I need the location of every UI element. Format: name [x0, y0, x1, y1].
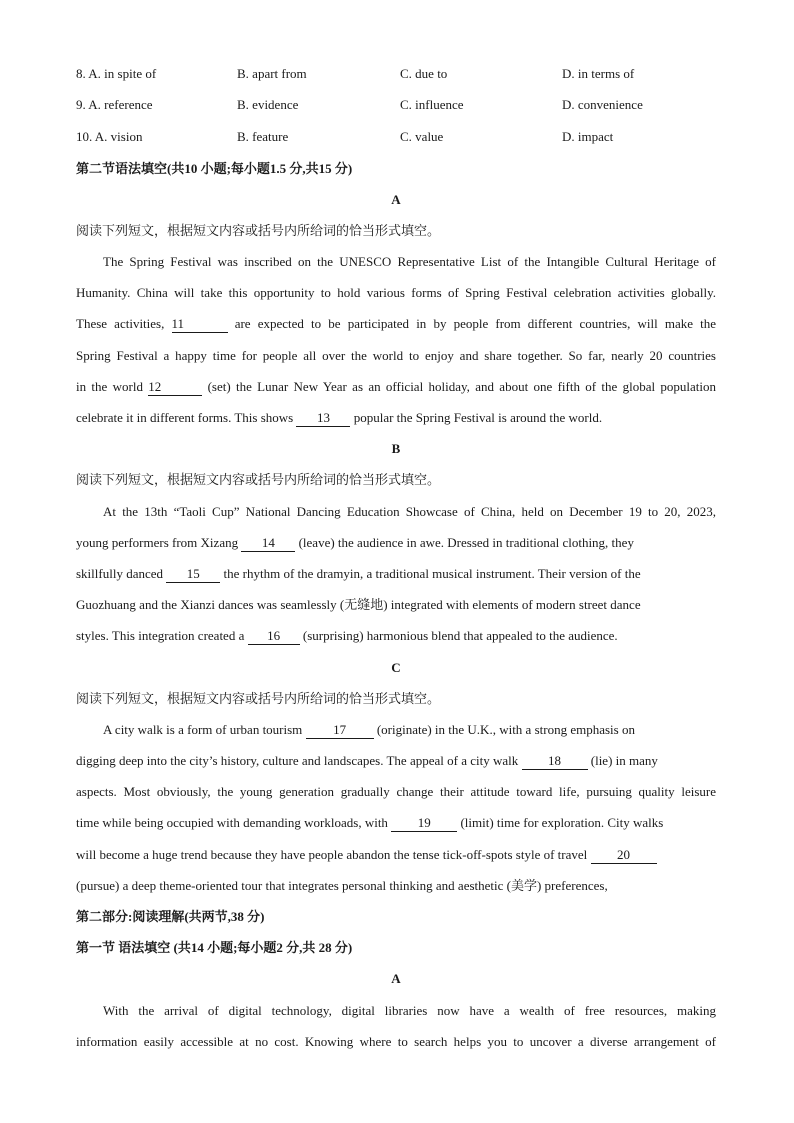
text-segment: These activities, [76, 316, 165, 332]
option-c: C. value [400, 128, 444, 144]
text-segment: (originate) in the U.K., with a strong emphasis on [376, 721, 635, 737]
option-c: C. due to [400, 65, 448, 81]
passage-line [76, 620, 716, 651]
part2-heading: 第二部分:阅读理解(共两节,38 分) [76, 909, 265, 924]
option-a: 10. A. vision [76, 128, 143, 144]
passage-line: information easily accessible at no cost. Knowing where to search helps you to uncover a diverse arrangement of [76, 1033, 716, 1049]
option-d: D. in terms of [562, 65, 635, 81]
answer-blank-17[interactable]: 17 [306, 722, 374, 739]
passage-b-body [76, 496, 716, 652]
option-b: B. feature [237, 128, 289, 144]
answer-blank-12[interactable]: 12 [148, 379, 202, 396]
passage-a-letter: A [391, 191, 401, 207]
passage-line: At the 13th “Taoli Cup” National Dancing Education Showcase of China, held on December 19 to 20, 2023, [103, 503, 716, 519]
text-segment: are expected to be participated in by people from different countries, will make the [234, 316, 717, 332]
text-segment: in the world [76, 378, 143, 394]
passage-a-instruction: 阅读下列短文，根据短文内容或括号内所给词的恰当形式填空。 [76, 222, 441, 238]
passage-line [76, 402, 716, 433]
answer-blank-14[interactable]: 14 [241, 535, 295, 552]
text-segment: (lie) in many [590, 753, 658, 769]
passage-line: With the arrival of digital technology, digital libraries now have a wealth of free resources, making [103, 1002, 716, 1018]
option-d: D. impact [562, 128, 614, 144]
text-segment: will become a huge trend because they have people abandon the tense tick-off-spots style of travel [76, 846, 588, 862]
passage-line [76, 745, 716, 776]
text-segment: (limit) time for exploration. City walks [460, 815, 664, 831]
answer-blank-16[interactable]: 16 [248, 628, 300, 645]
text-segment: celebrate it in different forms. This shows [76, 410, 294, 425]
option-a: 9. A. reference [76, 97, 153, 113]
passage-line [76, 839, 716, 870]
passage-c-body [76, 714, 716, 901]
passage-c-instruction: 阅读下列短文，根据短文内容或括号内所给词的恰当形式填空。 [76, 690, 441, 706]
option-row-9 [76, 90, 716, 122]
text-segment: the rhythm of the dramyin, a traditional musical instrument. Their version of the [223, 565, 641, 581]
text-segment: (surprising) harmonious blend that appealed to the audience. [302, 628, 618, 644]
answer-blank-18[interactable]: 18 [522, 753, 588, 770]
text-segment: popular the Spring Festival is around the world. [353, 410, 603, 425]
answer-blank-13[interactable]: 13 [296, 410, 350, 427]
text-segment: skillfully danced [76, 565, 164, 581]
section2-heading: 第二节语法填空(共10 小题;每小题1.5 分,共15 分) [76, 160, 353, 176]
passage-line: Humanity. China will take this opportunity to hold various forms of Spring Festival celebration activities globally. [76, 285, 716, 301]
answer-blank-19[interactable]: 19 [391, 815, 457, 832]
passage-b-letter: B [391, 441, 401, 457]
passage-line [76, 807, 716, 838]
passage-line [76, 308, 716, 339]
text-segment: (set) the Lunar New Year as an official holiday, and about one fifth of the global population [207, 378, 717, 394]
passage-a-body [76, 246, 716, 433]
passage-line: Spring Festival a happy time for people all over the world to enjoy and share together. So far, nearly 20 countries [76, 347, 716, 363]
answer-blank-20[interactable]: 20 [591, 847, 657, 864]
option-a: 8. A. in spite of [76, 65, 157, 81]
passage-c-letter: C [391, 659, 401, 675]
text-segment: time while being occupied with demanding workloads, with [76, 815, 388, 831]
option-d: D. convenience [562, 97, 643, 113]
option-b: B. evidence [237, 97, 299, 113]
option-row-8 [76, 58, 716, 90]
passage-line [76, 371, 716, 402]
option-row-10 [76, 121, 716, 153]
passage-d-body [76, 995, 716, 1057]
exam-page [76, 58, 716, 1057]
passage-line [76, 558, 716, 589]
text-segment: digging deep into the city’s history, culture and landscapes. The appeal of a city walk [76, 753, 519, 769]
text-segment: A city walk is a form of urban tourism [103, 721, 303, 737]
text-segment: styles. This integration created a [76, 628, 245, 644]
passage-d-letter: A [391, 971, 401, 987]
passage-b-instruction: 阅读下列短文，根据短文内容或括号内所给词的恰当形式填空。 [76, 472, 441, 488]
passage-line: (pursue) a deep theme-oriented tour that integrates personal thinking and aesthetic (美学) preferences, [76, 877, 608, 893]
part2-section1-heading: 第一节 语法填空 (共14 小题;每小题2 分,共 28 分) [76, 940, 353, 956]
passage-line: The Spring Festival was inscribed on the UNESCO Representative List of the Intangible Cultural Heritage of [103, 254, 716, 270]
answer-blank-15[interactable]: 15 [166, 566, 220, 583]
passage-line [76, 714, 716, 745]
passage-line: Guozhuang and the Xianzi dances was seamlessly (无缝地) integrated with elements of modern street dance [76, 597, 641, 613]
text-segment: (leave) the audience in awe. Dressed in traditional clothing, they [298, 534, 634, 550]
passage-line: aspects. Most obviously, the young generation gradually change their attitude toward life, pursuing quality leisure [76, 784, 716, 800]
options-block [76, 58, 716, 153]
passage-line [76, 527, 716, 558]
option-b: B. apart from [237, 65, 307, 81]
text-segment: young performers from Xizang [76, 534, 239, 550]
option-c: C. influence [400, 97, 464, 113]
answer-blank-11[interactable]: 11 [172, 316, 228, 333]
